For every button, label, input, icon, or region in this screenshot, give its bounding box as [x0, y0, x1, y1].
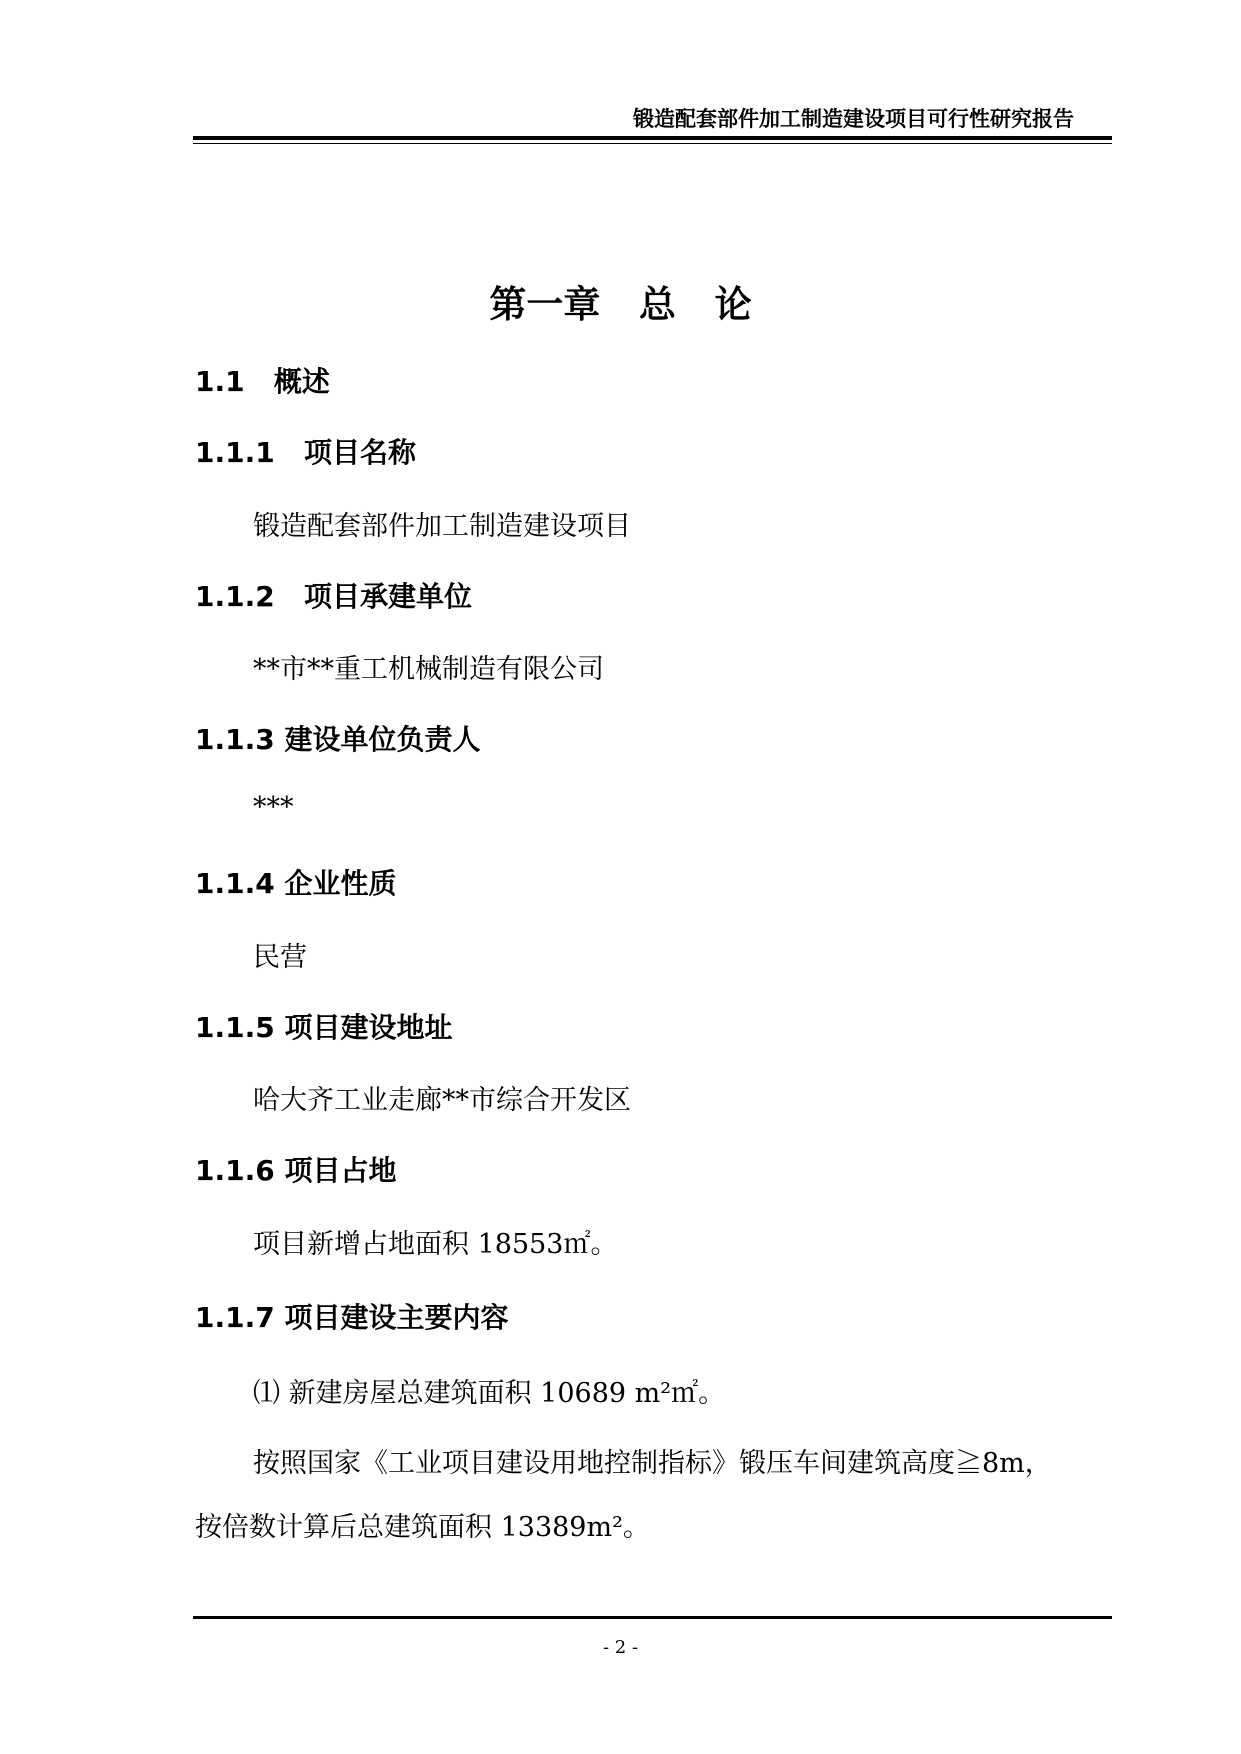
responsible-person-text: *** [253, 792, 294, 823]
running-header-title: 锻造配套部件加工制造建设项目可行性研究报告 [633, 107, 1074, 131]
contractor-text: **市**重工机械制造有限公司 [253, 654, 604, 685]
construction-paragraph-line-1: 按照国家《工业项目建设用地控制指标》锻压车间建筑高度≧8m， [253, 1448, 1052, 1479]
construction-paragraph-line-2: 按倍数计算后总建筑面积 13389m²。 [195, 1512, 650, 1543]
subsection-heading-contractor: 1.1.2 项目承建单位 [195, 580, 472, 613]
header-rule-thick [193, 136, 1112, 140]
subsection-heading-construction-content: 1.1.7 项目建设主要内容 [195, 1301, 509, 1334]
construction-item-1: ⑴ 新建房屋总建筑面积 10689 m²㎡。 [253, 1378, 726, 1409]
section-heading-overview: 1.1 概述 [195, 365, 330, 398]
subsection-heading-project-name: 1.1.1 项目名称 [195, 436, 416, 469]
land-use-text: 项目新增占地面积 18553㎡。 [253, 1229, 618, 1260]
subsection-heading-project-address: 1.1.5 项目建设地址 [195, 1011, 453, 1044]
subsection-heading-enterprise-nature: 1.1.4 企业性质 [195, 867, 397, 900]
subsection-heading-responsible-person: 1.1.3 建设单位负责人 [195, 723, 481, 756]
page-number: - 2 - [602, 1637, 639, 1658]
footer-rule [193, 1616, 1112, 1619]
project-name-text: 锻造配套部件加工制造建设项目 [253, 511, 631, 542]
header-rule-thin [193, 143, 1112, 144]
subsection-heading-land-use: 1.1.6 项目占地 [195, 1154, 397, 1187]
chapter-title: 第一章 总 论 [489, 283, 752, 326]
enterprise-nature-text: 民营 [253, 942, 307, 973]
project-address-text: 哈大齐工业走廊**市综合开发区 [253, 1085, 631, 1116]
